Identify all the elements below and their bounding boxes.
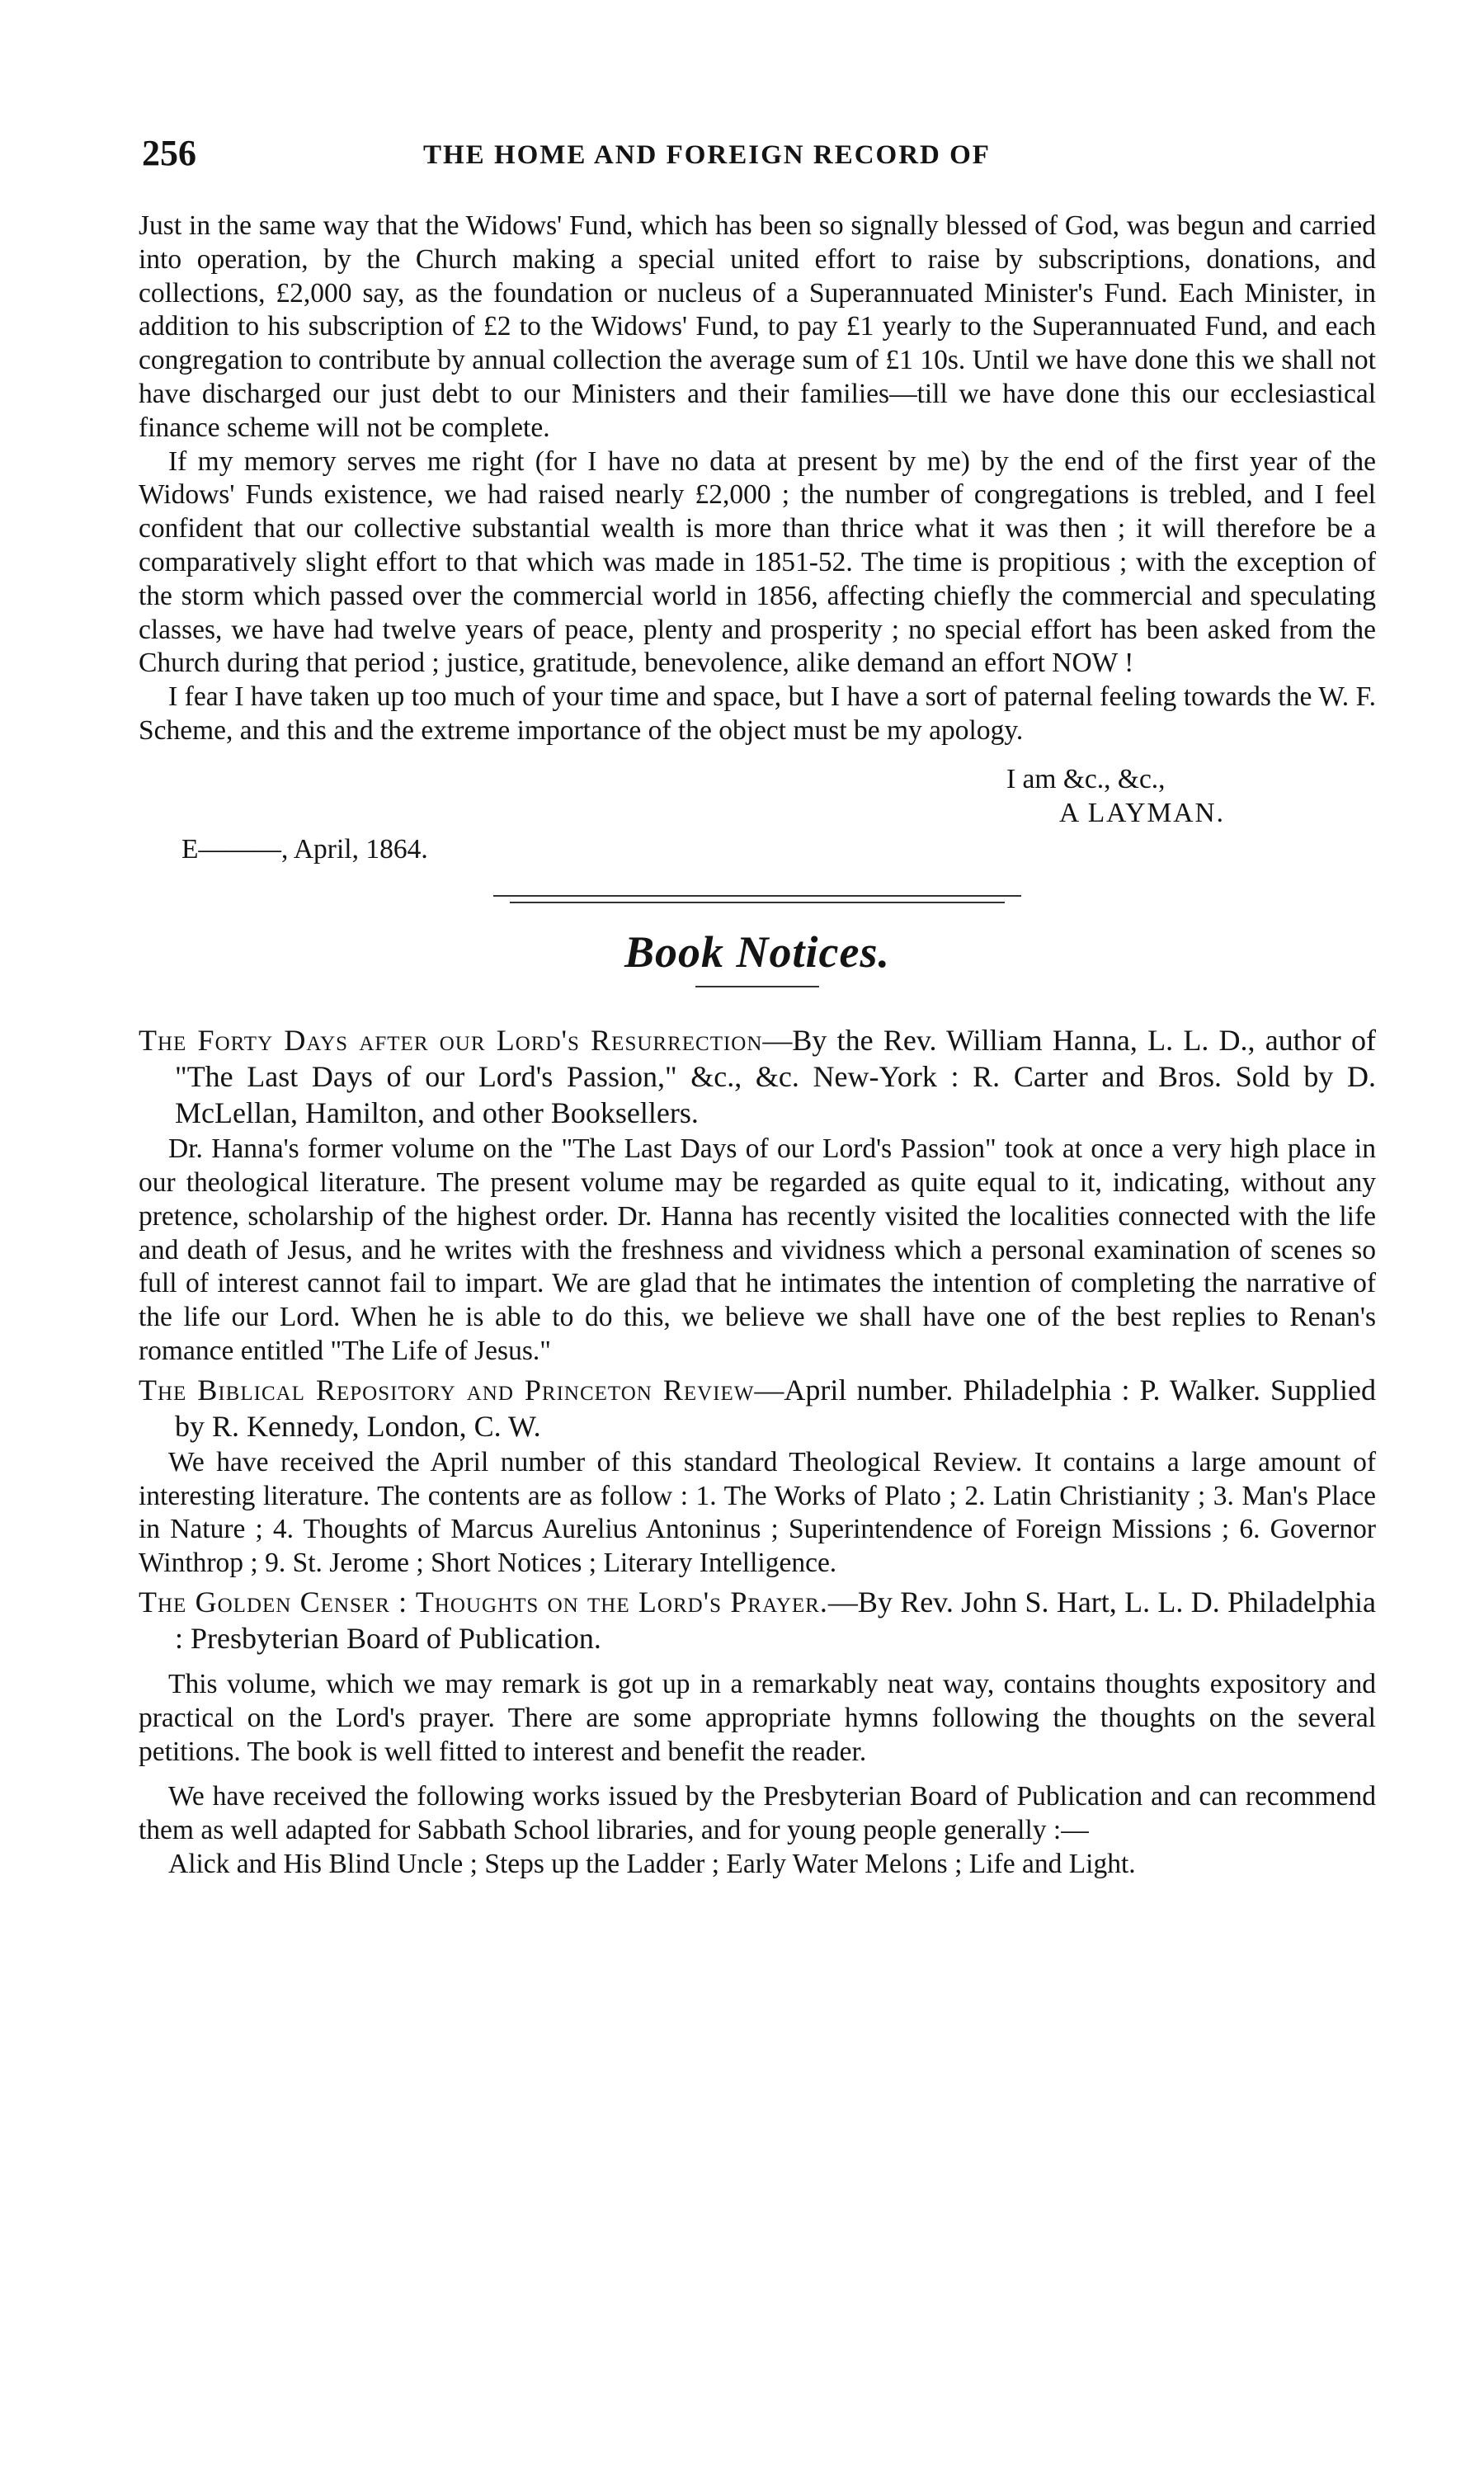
dateline: E———, April, 1864. [181,834,428,865]
notice-body: We have received the April number of this standard Theological Review. It contains a large amount of interesting literature. The contents are as follow : 1. The Works of Plato ; 2. Latin Christianity ; 3. Man's Place in Nature ; 4. Thoughts of Marcus Aurelius Antoninus ; Superintendence of Foreign Missions ; 6. Governor Winthrop ; 9. St. Jerome ; Short Notices ; Literary Intelligence. [139,1446,1376,1579]
book-notice [139,1372,1376,1581]
notice-body: Dr. Hanna's former volume on the "The Last Days of our Lord's Passion" took at once a very high place in our theological literature. The present volume may be regarded as quite equal to it, indicating, without any pretence, scholarship of the highest order. Dr. Hanna has recently visited the localities connected with the life and death of Jesus, and he writes with the freshness and vividness which a personal examination of scenes so full of interest cannot fail to impart. We are glad that he intimates the intention of completing the narrative of the life our Lord. When he is able to do this, we believe we shall have one of the best replies to Renan's romance entitled "The Life of Jesus." [139,1133,1376,1366]
notice-heading [139,1022,1376,1131]
section-divider [139,887,1376,915]
closing-line: I am &c., &c., [1006,763,1166,794]
section-title: Book Notices. [624,927,890,978]
page-number: 256 [142,133,196,173]
letter-paragraph: I fear I have taken up too much of your time and space, but I have a sort of paternal feeling towards the W. F. Scheme, and this and the extreme importance of the object must be my apology. [139,681,1376,746]
book-notice [139,1022,1376,1369]
letter-paragraph: If my memory serves me right (for I have no data at present by me) by the end of the first year of the Widows' Funds existence, we had raised nearly £2,000 ; the number of congregations is trebled, and I feel confident that our collective substantial wealth is more than thrice what it was then ; it will therefore be a comparatively slight effort to that which was made in 1851-52. The time is propitious ; with the exception of the storm which passed over the commercial world in 1856, affecting chiefly the commercial and speculating classes, we have had twelve years of peace, plenty and prosperity ; no special effort has been asked from the Church during that period ; justice, gratitude, benevolence, alike demand an effort NOW ! [139,445,1376,679]
letter [139,210,1376,867]
notice-title: The Biblical Repository and Princeton Review [139,1373,755,1407]
notice-title: The Golden Censer : Thoughts on the Lord's Prayer. [139,1585,828,1619]
notice-heading [139,1372,1376,1444]
signature: A LAYMAN. [1059,797,1226,828]
notice-details: —April number. Philadelphia : P. Walker. Supplied by R. Kennedy, London, C. W. [175,1373,1376,1443]
notice-body: This volume, which we may remark is got up in a remarkably neat way, contains thoughts expository and practical on the Lord's prayer. There are some appropriate hymns following the thoughts on the several petitions. The book is well fitted to interest and benefit the reader. [139,1668,1376,1767]
page [139,132,1376,1882]
page-header [139,132,1376,181]
running-head: THE HOME AND FOREIGN RECORD OF [423,140,991,170]
letter-closing [139,763,1376,831]
book-notice [139,1584,1376,1882]
letter-paragraph: Just in the same way that the Widows' Fund, which has been so signally blessed of God, was begun and carried into operation, by the Church making a special united effort to raise by subscriptions, donations, and collections, £2,000 say, as the foundation or nucleus of a Superannuated Minister's Fund. Each Minister, in addition to his subscription of £2 to the Widows' Fund, to pay £1 yearly to the Superannuated Fund, and each congregation to contribute by annual collection the average sum of £1 10s. Until we have done this we shall not have discharged our just debt to our Ministers and their families—till we have done this our ecclesiastical finance scheme will not be complete. [139,210,1376,443]
book-list: Alick and His Blind Uncle ; Steps up the Ladder ; Early Water Melons ; Life and Light. [168,1848,1136,1879]
notice-body: We have received the following works issued by the Presbyterian Board of Publication and can recommend them as well adapted for Sabbath School libraries, and for young people generally :— [139,1781,1376,1846]
notice-details: —By the Rev. William Hanna, L. L. D., author of "The Last Days of our Lord's Passion," &c., &c. New-York : R. Carter and Bros. Sold by D. McLellan, Hamilton, and other Booksellers. [175,1024,1376,1130]
title-underline [695,986,819,987]
notice-details: —By Rev. John S. Hart, L. L. D. Philadelphia : Presbyterian Board of Publication. [175,1585,1376,1655]
notice-heading [139,1584,1376,1656]
notice-title: The Forty Days after our Lord's Resurrection [139,1024,763,1058]
